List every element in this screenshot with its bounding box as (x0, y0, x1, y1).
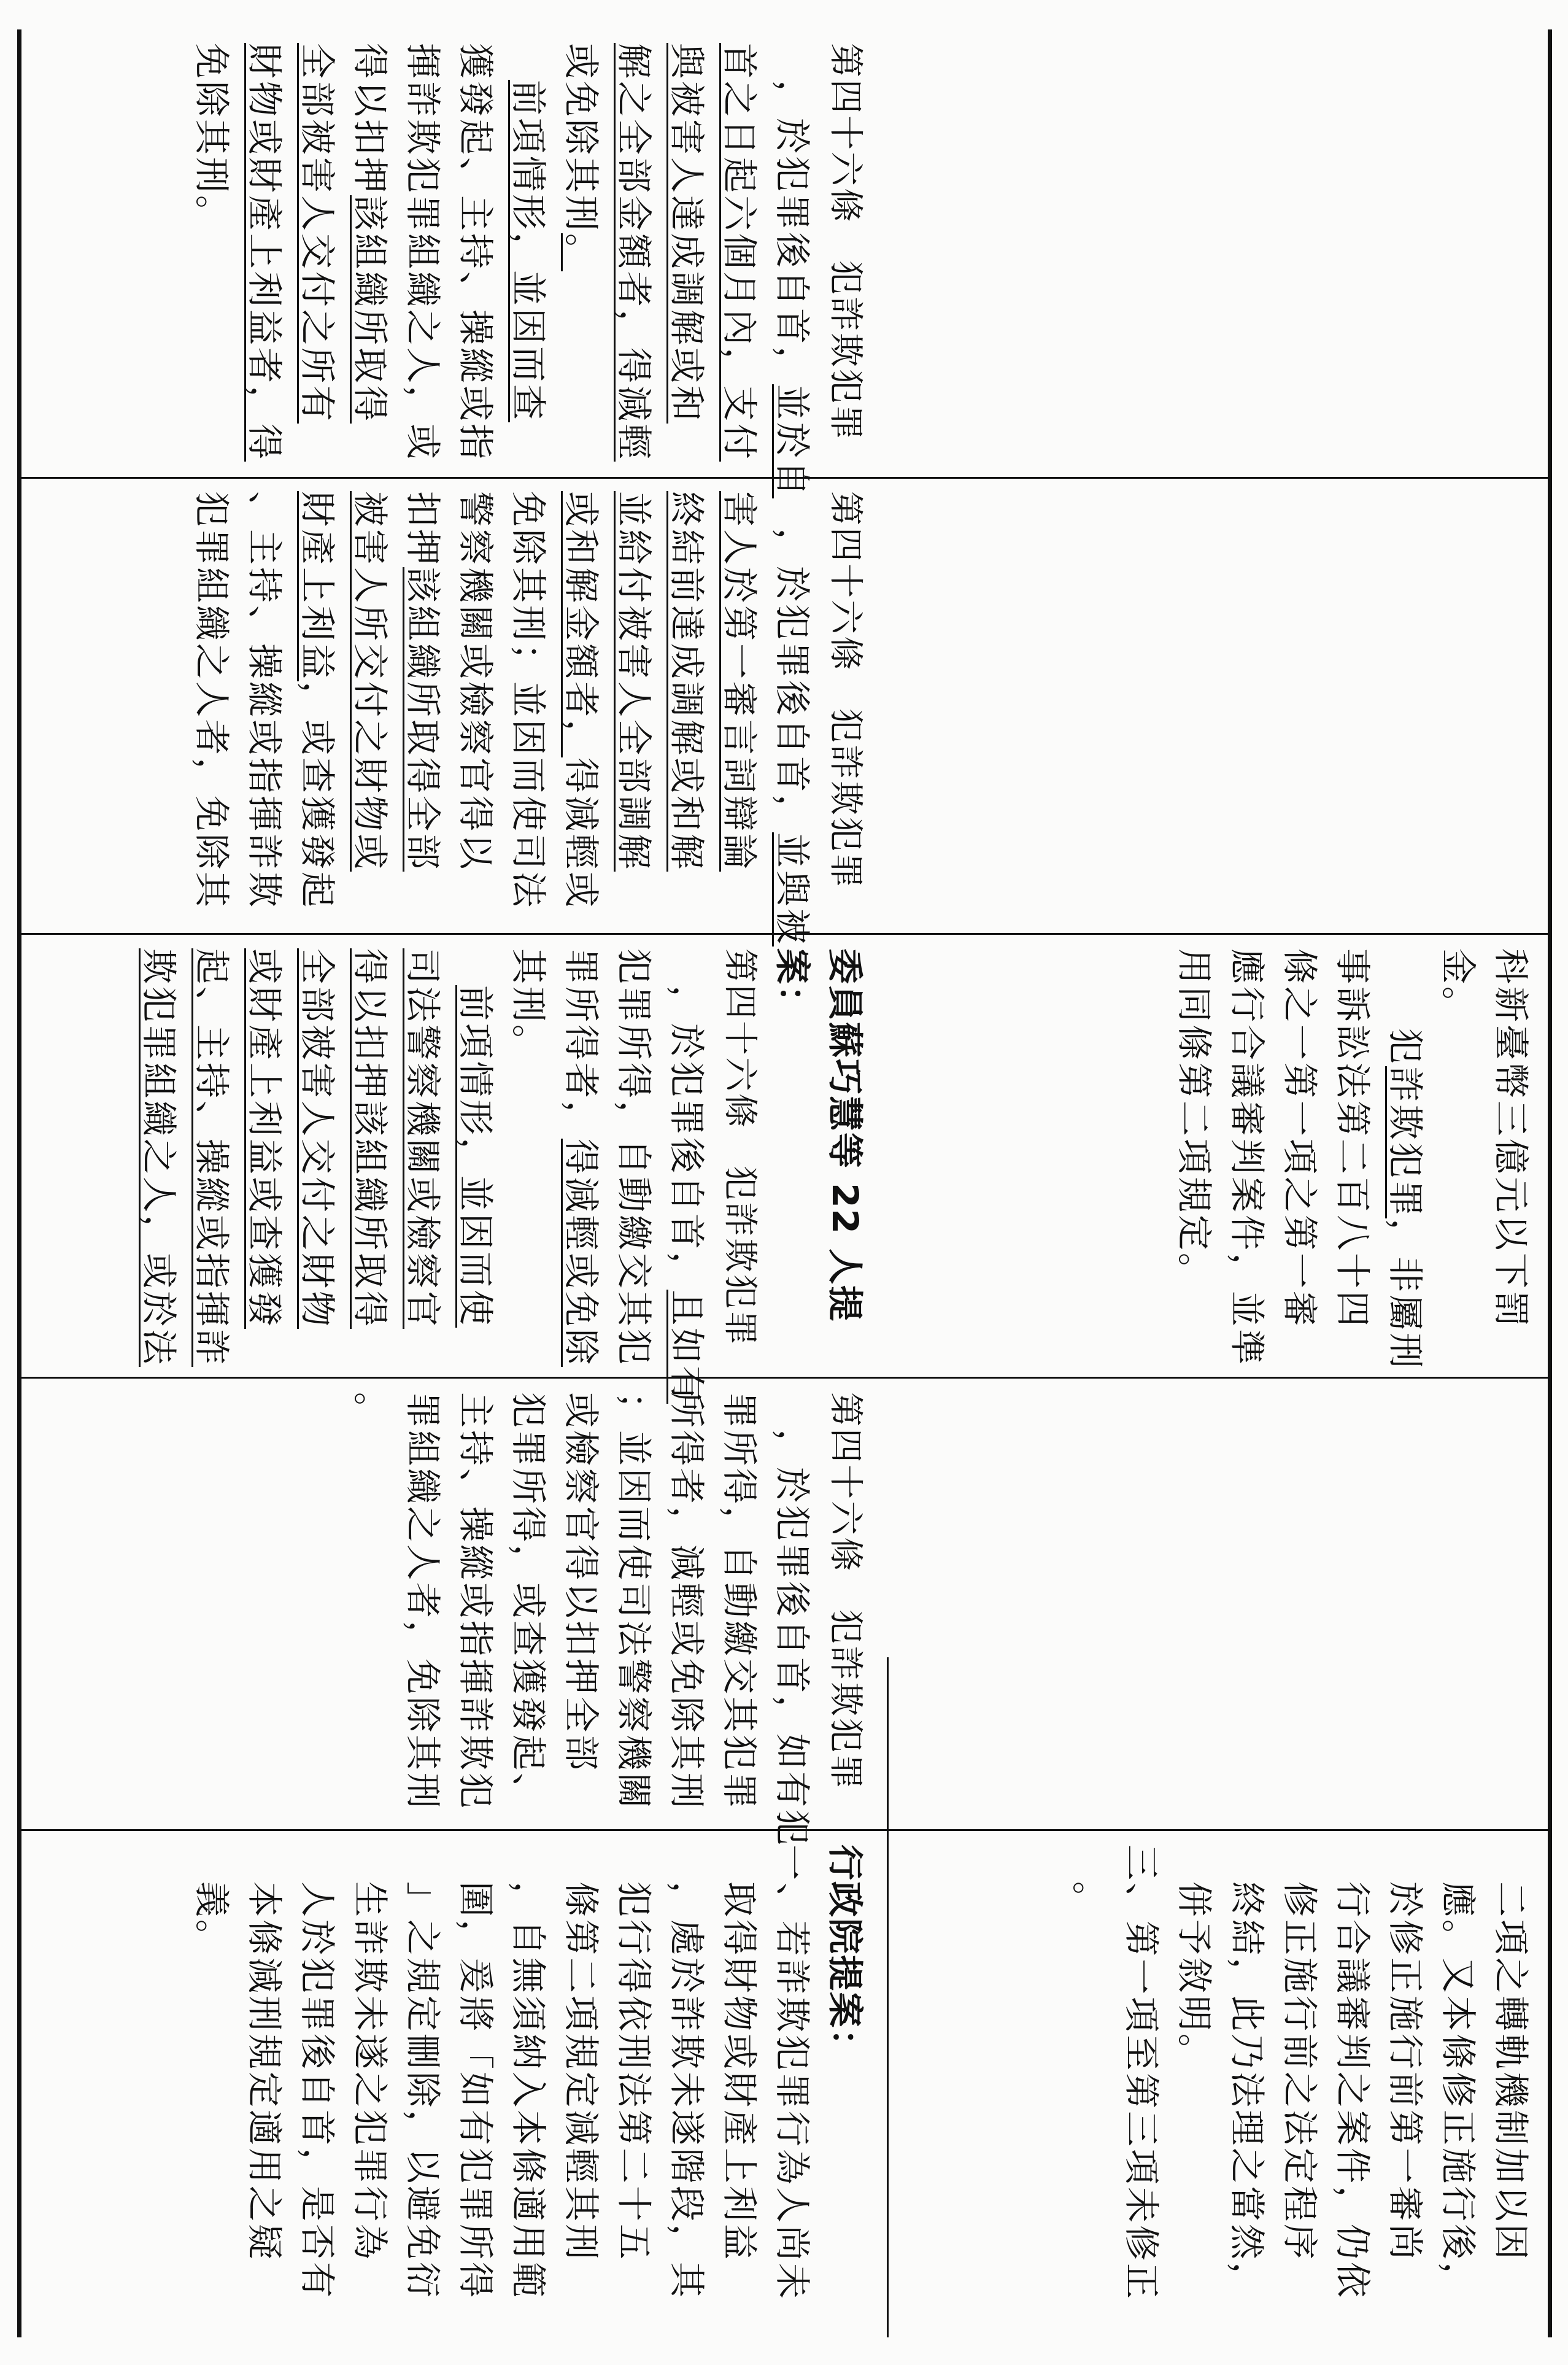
text-line: 全部被害人交付之所有 (296, 43, 338, 424)
text-line: 犯罪組織之人者，免除其 (191, 491, 233, 910)
text-line: 揮詐欺犯罪組織之人，或 (402, 43, 444, 462)
text-line: 解之全部金額者，得減輕 (613, 43, 655, 462)
text-line: 應。又本條修正施行後， (1437, 1881, 1479, 2301)
text-line: 獲發起、主持、操縱或指 (455, 43, 496, 462)
text-line: 犯詐欺犯罪，非屬刑 (1385, 1028, 1426, 1371)
text-line: 終結，此乃法理之當然， (1226, 1881, 1268, 2301)
text-line: 罪所得，自動繳交其犯罪 (719, 1392, 760, 1811)
column-c-top-text (899, 948, 1537, 1371)
text-line: 犯行得依刑法第二十五 (613, 1881, 655, 2262)
text-line: 於修正施行前第一審尚 (1385, 1881, 1426, 2262)
text-line: ，於犯罪後自首，如有犯 (771, 1429, 813, 1848)
article-heading: 第四十六條 犯詐欺犯罪 (720, 948, 760, 1347)
text-line: 一、若詐欺犯罪行為人尚未 (771, 1844, 813, 2302)
text-line: 警察機關或檢察官得以 (455, 491, 496, 872)
text-line: 終結前達成調解或和解 (666, 491, 708, 872)
text-line: 並給付被害人全部調解 (613, 491, 655, 872)
text-line: 其刑。 (508, 948, 549, 1063)
text-line: 全部被害人交付之財物 (296, 948, 338, 1330)
text-line: 或和解金額者，得減輕或 (560, 491, 602, 910)
text-line: 或檢察官得以扣押全部 (560, 1392, 602, 1773)
text-line: 欺犯罪組織之人，或於法 (138, 948, 180, 1368)
text-line: 。 (349, 1392, 391, 1431)
text-line: 修正施行前之法定程序 (1279, 1881, 1321, 2262)
text-line: 或免除其刑。 (560, 43, 602, 272)
text-line: 或財產上利益或查獲發 (244, 948, 285, 1330)
text-line: 本條減刑規定適用之疑 (244, 1881, 285, 2262)
text-line: 。 (1068, 1881, 1110, 1920)
text-line: 圍，爰將「如有犯罪所得 (455, 1881, 496, 2301)
table-divider-right (887, 1657, 889, 2337)
column-divider-3 (21, 1377, 1548, 1379)
article-heading: 第四十六條 犯詐欺犯罪 (825, 491, 865, 889)
text-line: 財物或財產上利益者，得 (244, 43, 285, 462)
text-line: 起、主持、操縱或指揮詐 (191, 948, 233, 1368)
text-line: ，於犯罪後自首，且如有 (666, 985, 708, 1404)
text-line: 與被害人達成調解或和 (666, 43, 708, 424)
text-line: 得以扣押該組織所取得 (349, 43, 391, 424)
text-line: 犯罪所得，自動繳交其犯 (613, 948, 655, 1368)
proposal-heading: 行政院提案： (824, 1844, 866, 2066)
text-line: 前項情形，並因而查 (508, 80, 549, 423)
text-line: 義。 (191, 1881, 233, 1958)
text-line: ；並因而使司法警察機關 (613, 1392, 655, 1811)
column-d-text (31, 1392, 871, 1848)
text-line: 應行合議審判案件，並準 (1226, 948, 1268, 1368)
text-line: 被害人所交付之財物或 (349, 491, 391, 872)
column-c-text (31, 948, 871, 1404)
column-e-text (31, 1844, 871, 2323)
text-line: 條第二項規定減輕其刑 (560, 1881, 602, 2262)
text-line: 首之日起六個月內，支付 (719, 43, 760, 462)
text-line: 罪組織之人者，免除其刑 (402, 1392, 444, 1811)
text-line: 犯罪所得，或查獲發起、 (508, 1392, 549, 1811)
text-line: 罪所得者，得減輕或免除 (560, 948, 602, 1368)
text-line: 用同條第二項規定。 (1173, 948, 1215, 1291)
text-line: 主持、操縱或指揮詐欺犯 (455, 1392, 496, 1811)
text-line: 生詐欺未遂之犯罪行為 (349, 1881, 391, 2262)
column-b-text (31, 491, 871, 947)
text-line: 人於犯罪後自首，是否有 (296, 1881, 338, 2301)
text-line: 條之一第一項之第一審 (1279, 948, 1321, 1330)
text-line: ，自無須納入本條適用範 (508, 1881, 549, 2301)
text-line: 」之規定刪除，以避免衍 (402, 1881, 444, 2301)
text-line: 金。 (1437, 948, 1479, 1025)
article-heading: 第四十六條 犯詐欺犯罪 (825, 43, 865, 441)
text-line: 財產上利益，或查獲發起 (296, 491, 338, 910)
text-line: 三、第一項至第三項未修正 (1121, 1844, 1162, 2302)
text-line: ，於犯罪後自首，並於自 (771, 80, 813, 499)
text-line: 所得者，減輕或免除其刑 (666, 1392, 708, 1811)
column-e-top-text (899, 1844, 1537, 2323)
text-line: 、主持、操縱或指揮詐欺 (244, 491, 285, 910)
text-line: 事訴訟法第二百八十四 (1332, 948, 1373, 1330)
text-line: 行合議審判之案件，仍依 (1332, 1881, 1373, 2301)
text-line: 取得財物或財產上利益 (719, 1881, 760, 2262)
text-line: ，處於詐欺未遂階段，其 (666, 1881, 708, 2301)
text-line: 扣押該組織所取得全部 (402, 491, 444, 872)
text-line: 免除其刑；並因而使司法 (508, 491, 549, 910)
table-top-rule (1548, 29, 1552, 2337)
text-line: 併予敘明。 (1173, 1881, 1215, 2072)
text-line: 免除其刑。 (191, 43, 233, 234)
table-bottom-rule (17, 29, 21, 2337)
column-a-text (31, 43, 871, 499)
text-line: 得以扣押該組織所取得 (349, 948, 391, 1330)
text-line: 司法警察機關或檢察官 (402, 948, 444, 1330)
text-line: 前項情形，並因而使 (455, 985, 496, 1328)
text-line: 害人於第一審言詞辯論 (719, 491, 760, 872)
text-line: 科新臺幣三億元以下罰 (1490, 948, 1532, 1330)
proposal-heading: 委員蘇巧慧等 22 人提案： (771, 948, 866, 1323)
article-heading: 第四十六條 犯詐欺犯罪 (825, 1392, 865, 1790)
text-line: 二項之轉軌機制加以因 (1490, 1881, 1532, 2262)
text-line: ，於犯罪後自首，並與被 (771, 528, 813, 947)
